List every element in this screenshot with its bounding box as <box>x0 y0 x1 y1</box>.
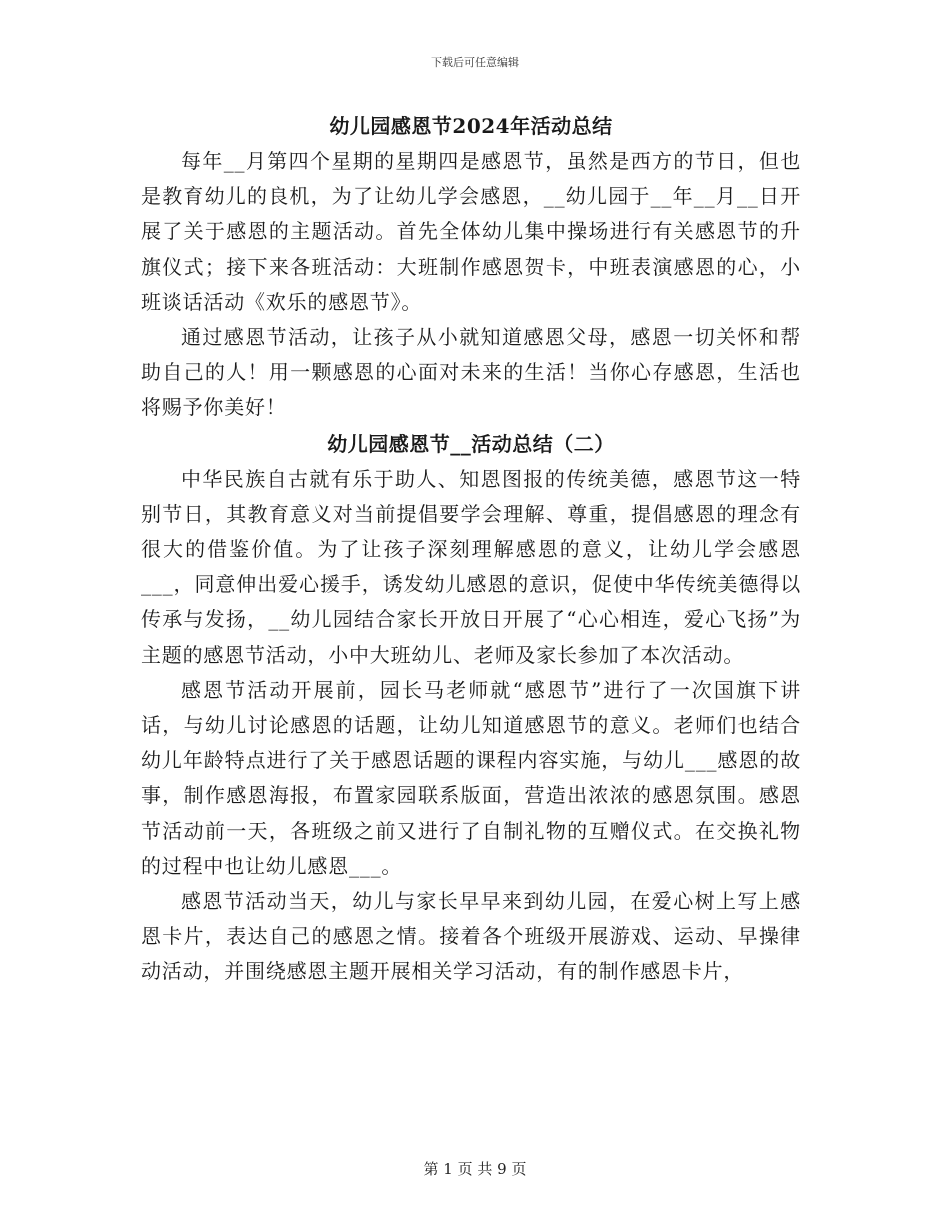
section-2-title: 幼儿园感恩节__活动总结（二） <box>327 431 615 456</box>
section-1-paragraph: 每年__月第四个星期的星期四是感恩节，虽然是西方的节日，但也是教育幼儿的良机，为了让幼儿学会感恩，__幼儿园于__年__月__日开展了关于感恩的主题活动。首先全体幼儿集中操场进行有关感恩节的升旗仪式；接下来各班活动：大班制作感恩贺卡，中班表演感恩的心，小班谈话活动《欢乐的感恩节》。 <box>141 149 801 314</box>
section-2-paragraph: 中华民族自古就有乐于助人、知恩图报的传统美德，感恩节这一特别节日，其教育意义对当前提倡要学会理解、尊重，提倡感恩的理念有很大的借鉴价值。为了让孩子深刻理解感恩的意义，让幼儿学会感恩___，同意伸出爱心援手，诱发幼儿感恩的意识，促使中华传统美德得以传承与发扬，__幼儿园结合家长开放日开展了“心心相连，爱心飞扬”为主题的感恩节活动，小中大班幼儿、老师及家长参加了本次活动。 <box>141 466 801 667</box>
section-2-paragraph: 感恩节活动当天，幼儿与家长早早来到幼儿园，在爱心树上写上感恩卡片，表达自己的感恩之情。接着各个班级开展游戏、运动、早操律动活动，并围绕感恩主题开展相关学习活动，有的制作感恩卡片， <box>141 889 801 984</box>
section-1-paragraph: 通过感恩节活动，让孩子从小就知道感恩父母，感恩一切关怀和帮助自己的人！用一颗感恩的心面对未来的生活！当你心存感恩，生活也将赐予你美好！ <box>141 325 801 420</box>
page-number: 第 1 页 共 9 页 <box>423 1160 527 1178</box>
section-2-paragraph: 感恩节活动开展前，园长马老师就“感恩节”进行了一次国旗下讲话，与幼儿讨论感恩的话题，让幼儿知道感恩节的意义。老师们也结合幼儿年龄特点进行了关于感恩话题的课程内容实施，与幼儿___感恩的故事，制作感恩海报，布置家园联系版面，营造出浓浓的感恩氛围。感恩节活动前一天，各班级之前又进行了自制礼物的互赠仪式。在交换礼物的过程中也让幼儿感恩___。 <box>141 677 801 878</box>
document-body <box>141 108 801 990</box>
section-1-title: 幼儿园感恩节2024年活动总结 <box>329 114 613 138</box>
header-note: 下载后可任意编辑 <box>431 56 519 69</box>
